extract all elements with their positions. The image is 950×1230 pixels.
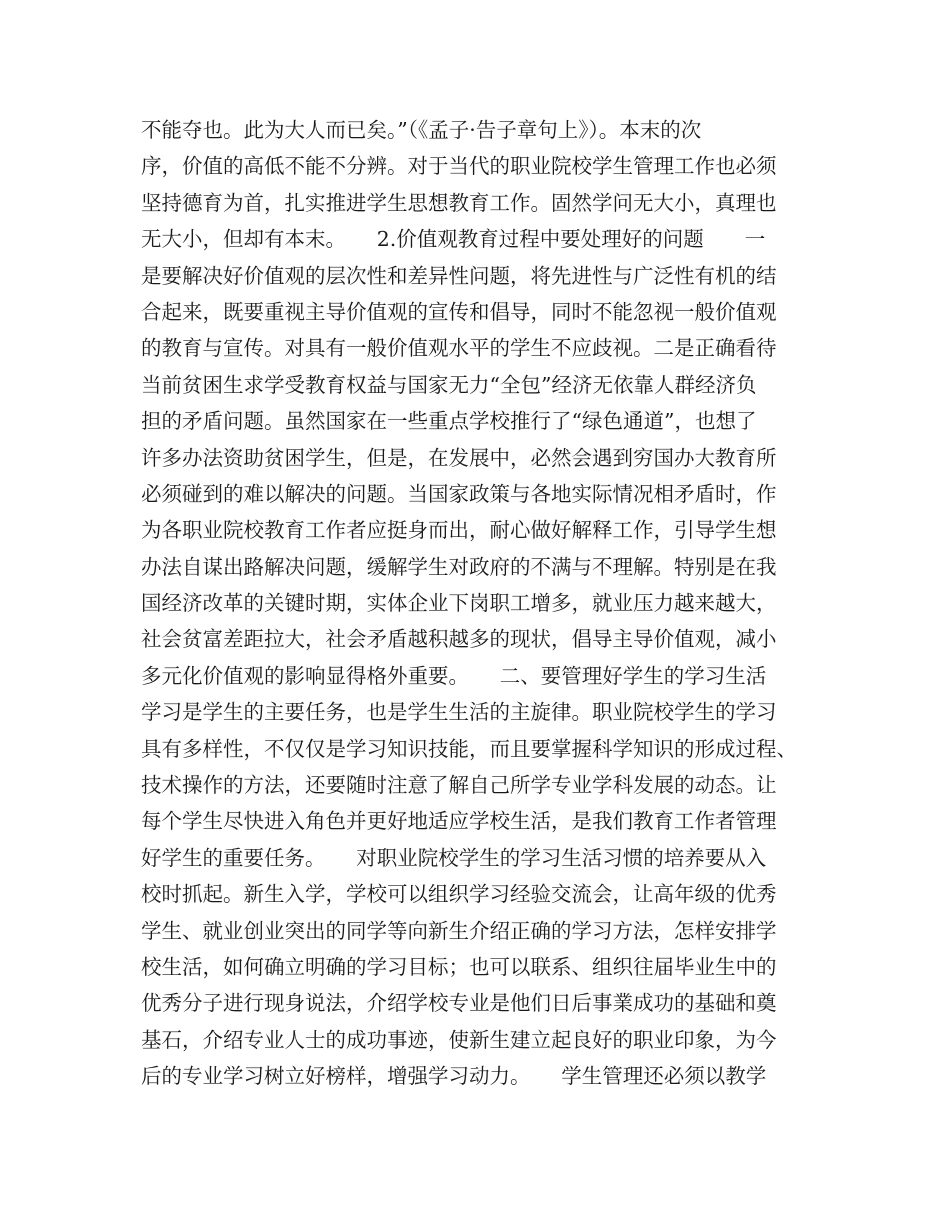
text-line: 学习是学生的主要任务，也是学生生活的主旋律。职业院校学生的学习: [141, 700, 777, 725]
text-line: 社会贫富差距拉大，社会矛盾越积越多的现状，倡导主导价值观，减小: [141, 627, 777, 652]
text-line: 后的专业学习树立好榜样，增强学习动力。 学生管理还必须以教学: [141, 1064, 767, 1089]
text-line: 当前贫困生求学受教育权益与国家无力“全包”经济无依靠人群经济负: [141, 372, 757, 397]
text-line: 不能夺也。此为大人而已矣。”（《孟子·告子章句上》）。本末的次: [141, 118, 702, 142]
text-line: 是要解决好价值观的层次性和差异性问题，将先进性与广泛性有机的结: [141, 263, 777, 288]
text-line: 办法自谋出路解决问题，缓解学生对政府的不满与不理解。特别是在我: [141, 554, 777, 579]
text-line: 多元化价值观的影响显得格外重要。 二、要管理好学生的学习生活: [141, 663, 767, 688]
text-line: 坚持德育为首，扎实推进学生思想教育工作。固然学问无大小，真理也: [141, 190, 777, 215]
text-line: 无大小，但却有本末。 2.价值观教育过程中要处理好的问题 一: [141, 227, 766, 252]
text-line: 为各职业院校教育工作者应挺身而出，耐心做好解释工作，引导学生想: [141, 518, 777, 543]
text-line: 合起来，既要重视主导价值观的宣传和倡导，同时不能忽视一般价值观: [141, 299, 777, 324]
body-text: [141, 112, 821, 1095]
text-line: 学生、就业创业突出的同学等向新生介绍正确的学习方法，怎样安排学: [141, 918, 777, 943]
text-line: 优秀分子进行现身说法，介绍学校专业是他们日后事業成功的基础和奠: [141, 991, 777, 1016]
text-line: 校时抓起。新生入学，学校可以组织学习经验交流会，让高年级的优秀: [141, 882, 777, 907]
text-line: 技术操作的方法，还要随时注意了解自己所学专业学科发展的动态。让: [141, 773, 777, 798]
text-line: 每个学生尽快进入角色并更好地适应学校生活，是我们教育工作者管理: [141, 809, 777, 834]
text-line: 序，价值的高低不能不分辨。对于当代的职业院校学生管理工作也必须: [141, 154, 777, 179]
text-line: 国经济改革的关键时期，实体企业下岗职工增多，就业压力越来越大，: [141, 591, 777, 616]
text-line: 具有多样性，不仅仅是学习知识技能，而且要掌握科学知识的形成过程、: [141, 736, 797, 761]
text-line: 基石，介绍专业人士的成功事迹，使新生建立起良好的职业印象，为今: [141, 1027, 777, 1052]
text-line: 校生活，如何确立明确的学习目标；也可以联系、组织往届毕业生中的: [141, 954, 777, 979]
text-line: 担的矛盾问题。虽然国家在一些重点学校推行了“绿色通道”，也想了: [141, 409, 757, 434]
text-line: 必须碰到的难以解决的问题。当国家政策与各地实际情况相矛盾时，作: [141, 481, 777, 506]
text-line: 好学生的重要任务。 对职业院校学生的学习生活习惯的培养要从入: [141, 845, 767, 870]
text-line: 的教育与宣传。对具有一般价值观水平的学生不应歧视。二是正确看待: [141, 336, 777, 361]
text-line: 许多办法资助贫困学生，但是，在发展中，必然会遇到穷国办大教育所: [141, 445, 777, 470]
